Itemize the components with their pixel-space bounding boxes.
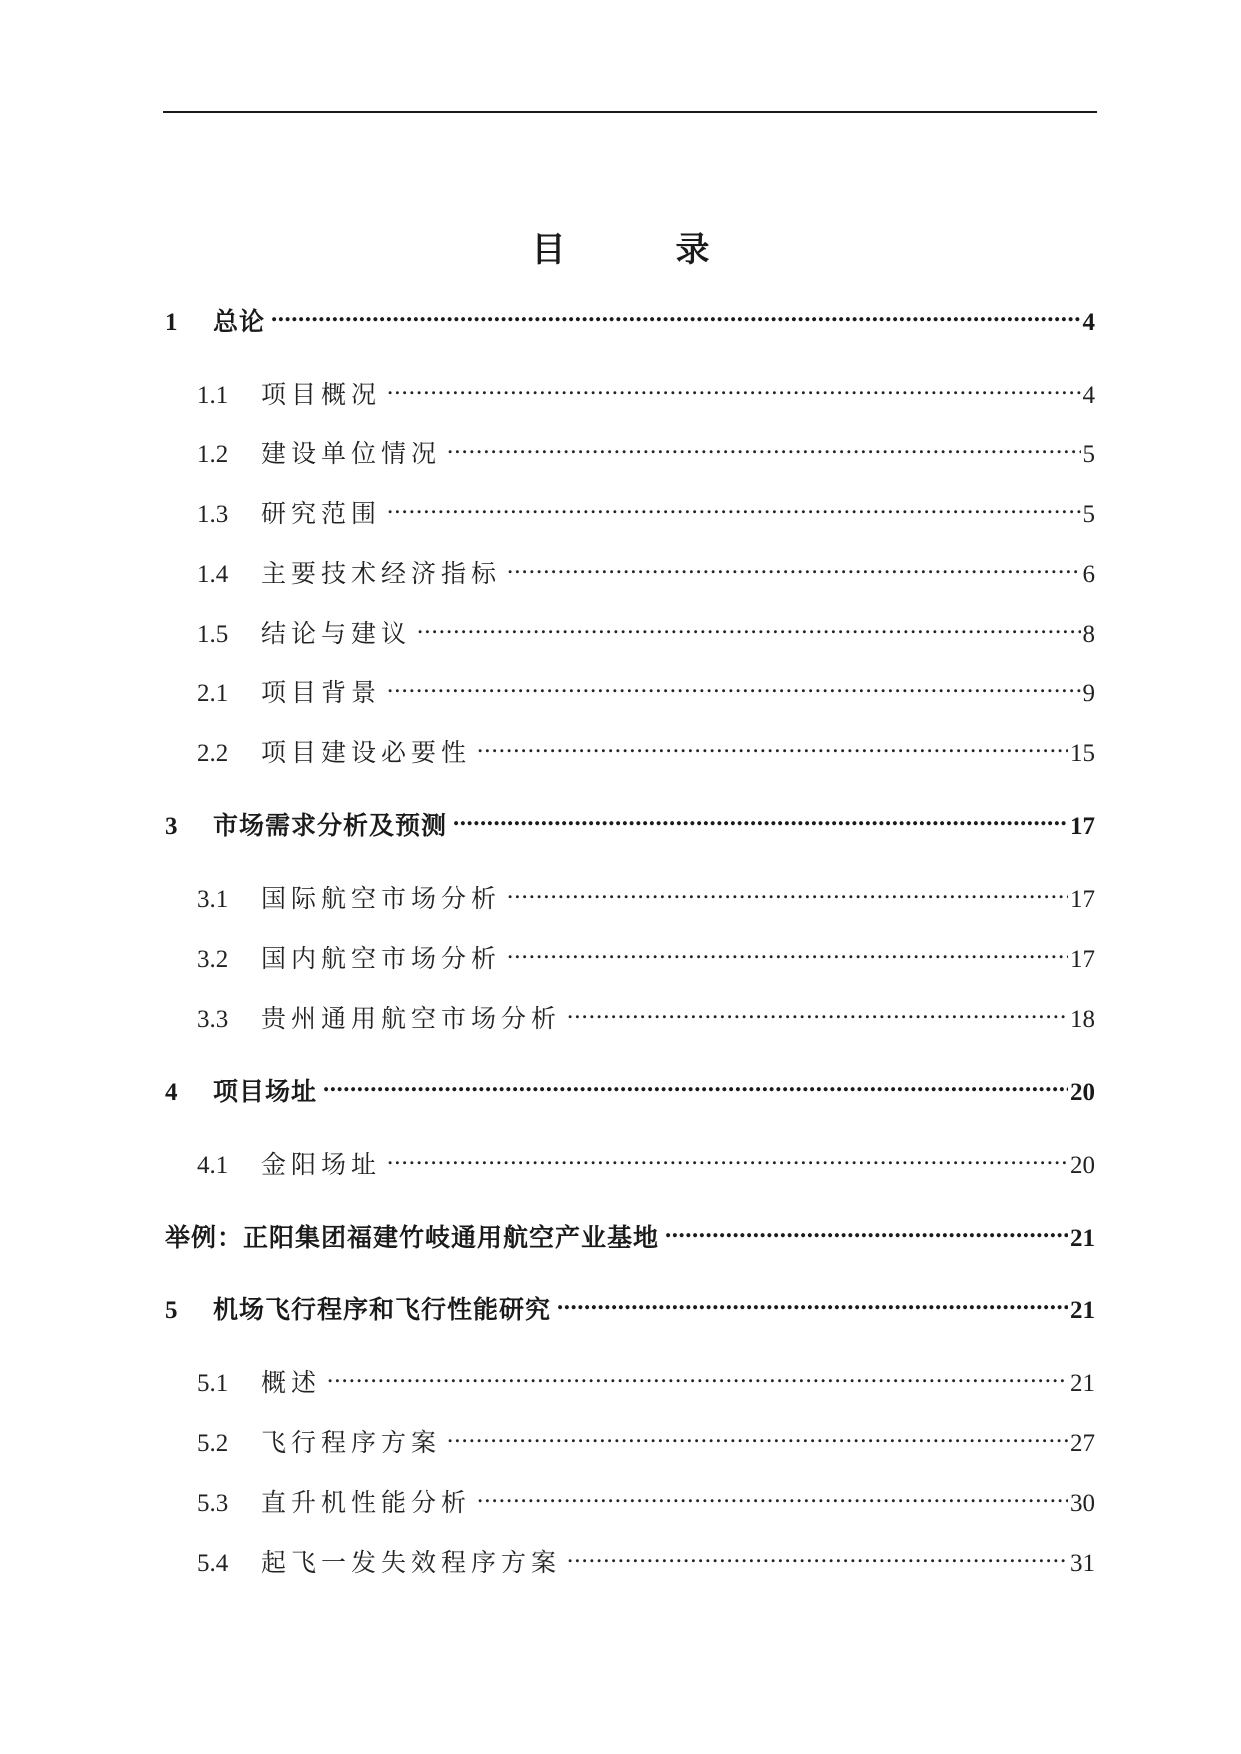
- toc-entry-page: 5: [1082, 501, 1095, 528]
- toc-entry[interactable]: [165, 806, 1095, 842]
- toc-entry-title: 直升机性能分析: [261, 1488, 472, 1517]
- toc-entry-page: 21: [1070, 1297, 1095, 1324]
- toc-entry-page: 4: [1082, 309, 1095, 336]
- toc-leader-dots: [665, 1221, 1068, 1246]
- toc-leader-dots: [387, 1148, 1068, 1173]
- header-rule: [163, 111, 1097, 113]
- toc-leader-dots: [387, 497, 1080, 522]
- toc-entry-number: 2.2: [197, 740, 229, 767]
- toc-entry[interactable]: [197, 733, 1095, 769]
- toc-entry-page: 8: [1082, 621, 1095, 648]
- toc-entry-title: 项目场址: [213, 1077, 318, 1106]
- toc-entry[interactable]: [197, 999, 1095, 1035]
- toc-leader-dots: [567, 1546, 1068, 1571]
- toc-entry-page: 31: [1070, 1550, 1095, 1577]
- toc-leader-dots: [567, 1002, 1068, 1027]
- toc-entry[interactable]: [197, 614, 1095, 650]
- toc-entry-number: 5: [165, 1297, 178, 1324]
- toc-leader-dots: [387, 378, 1080, 403]
- toc-entry-title: 项目概况: [261, 380, 382, 409]
- toc-leader-dots: [507, 942, 1068, 967]
- toc-leader-dots: [477, 736, 1068, 761]
- toc-entry-page: 21: [1070, 1370, 1095, 1397]
- toc-entry[interactable]: [197, 939, 1095, 975]
- toc-entry-page: 20: [1070, 1152, 1095, 1179]
- toc-entry-title: 机场飞行程序和飞行性能研究: [213, 1295, 552, 1324]
- toc-entry-number: 5.2: [197, 1430, 229, 1457]
- toc-entry[interactable]: [197, 1145, 1095, 1181]
- toc-entry-number: 5.4: [197, 1550, 229, 1577]
- toc-entry-title: 飞行程序方案: [261, 1428, 442, 1457]
- toc-leader-dots: [327, 1366, 1068, 1391]
- toc-leader-dots: [447, 437, 1080, 462]
- toc-entry-title: 举例：正阳集团福建竹岐通用航空产业基地: [165, 1223, 660, 1252]
- toc-entry-page: 9: [1082, 680, 1095, 707]
- toc-entry-title: 结论与建议: [261, 619, 412, 648]
- toc-entry-title: 主要技术经济指标: [261, 559, 502, 588]
- toc-entry-number: 1.3: [197, 501, 229, 528]
- toc-leader-dots: [387, 676, 1080, 701]
- toc-entry[interactable]: [197, 673, 1095, 709]
- toc-entry-number: 1.4: [197, 561, 229, 588]
- toc-entry-page: 21: [1070, 1225, 1095, 1252]
- toc-leader-dots: [477, 1486, 1068, 1511]
- toc-entry-page: 20: [1070, 1079, 1095, 1106]
- toc-leader-dots: [557, 1293, 1068, 1318]
- toc-entry-title: 研究范围: [261, 499, 382, 528]
- toc-entry[interactable]: [197, 554, 1095, 590]
- toc-entry-title: 金阳场址: [261, 1150, 382, 1179]
- toc-entry-number: 1: [165, 309, 178, 336]
- toc-leader-dots: [507, 557, 1080, 582]
- toc-entry-title: 国内航空市场分析: [261, 944, 502, 973]
- toc-entry[interactable]: [197, 879, 1095, 915]
- toc-entry-page: 4: [1082, 382, 1095, 409]
- toc-entry[interactable]: [165, 1218, 1095, 1254]
- toc-entry-title: 项目背景: [261, 678, 382, 707]
- toc-entry[interactable]: [165, 302, 1095, 338]
- toc-entry-title: 建设单位情况: [261, 439, 442, 468]
- toc-leader-dots: [417, 617, 1080, 642]
- toc-entry-number: 3.2: [197, 946, 229, 973]
- toc-leader-dots: [453, 809, 1068, 834]
- toc-entry-number: 3: [165, 813, 178, 840]
- toc-entry[interactable]: [197, 375, 1095, 411]
- toc-entry-title: 起飞一发失效程序方案: [261, 1548, 562, 1577]
- toc-entry-page: 27: [1070, 1430, 1095, 1457]
- toc-entry-title: 项目建设必要性: [261, 738, 472, 767]
- toc-entry[interactable]: [197, 1423, 1095, 1459]
- toc-entry-number: 1.1: [197, 382, 229, 409]
- toc-entry-title: 市场需求分析及预测: [213, 811, 448, 840]
- toc-entry-page: 18: [1070, 1006, 1095, 1033]
- toc-entry-title: 国际航空市场分析: [261, 884, 502, 913]
- toc-entry-number: 2.1: [197, 680, 229, 707]
- toc-leader-dots: [323, 1075, 1068, 1100]
- toc-entry-number: 4.1: [197, 1152, 229, 1179]
- toc-entry[interactable]: [197, 1543, 1095, 1579]
- toc-entry[interactable]: [197, 494, 1095, 530]
- toc-entry[interactable]: [197, 434, 1095, 470]
- toc-leader-dots: [447, 1426, 1068, 1451]
- toc-entry-title: 贵州通用航空市场分析: [261, 1004, 562, 1033]
- toc-entry[interactable]: [165, 1290, 1095, 1326]
- toc-entry[interactable]: [197, 1483, 1095, 1519]
- toc-leader-dots: [507, 882, 1068, 907]
- toc-entry-title: 总论: [213, 307, 266, 336]
- toc-entry-number: 3.1: [197, 886, 229, 913]
- toc-entry-number: 4: [165, 1079, 178, 1106]
- toc-entry-page: 5: [1082, 441, 1095, 468]
- toc-entry-number: 1.2: [197, 441, 229, 468]
- toc-entry[interactable]: [197, 1363, 1095, 1399]
- toc-entry[interactable]: [165, 1072, 1095, 1108]
- toc-entry-number: 5.3: [197, 1490, 229, 1517]
- toc-entry-number: 5.1: [197, 1370, 229, 1397]
- toc-title: 目 录: [531, 230, 748, 270]
- toc-entry-number: 1.5: [197, 621, 229, 648]
- toc-entry-page: 17: [1070, 946, 1095, 973]
- toc-entry-number: 3.3: [197, 1006, 229, 1033]
- toc-entry-page: 17: [1070, 813, 1095, 840]
- toc-entry-page: 6: [1082, 561, 1095, 588]
- toc-entry-page: 15: [1070, 740, 1095, 767]
- toc-entry-page: 17: [1070, 886, 1095, 913]
- toc-entry-page: 30: [1070, 1490, 1095, 1517]
- toc-leader-dots: [271, 305, 1080, 330]
- toc-entry-title: 概述: [261, 1368, 322, 1397]
